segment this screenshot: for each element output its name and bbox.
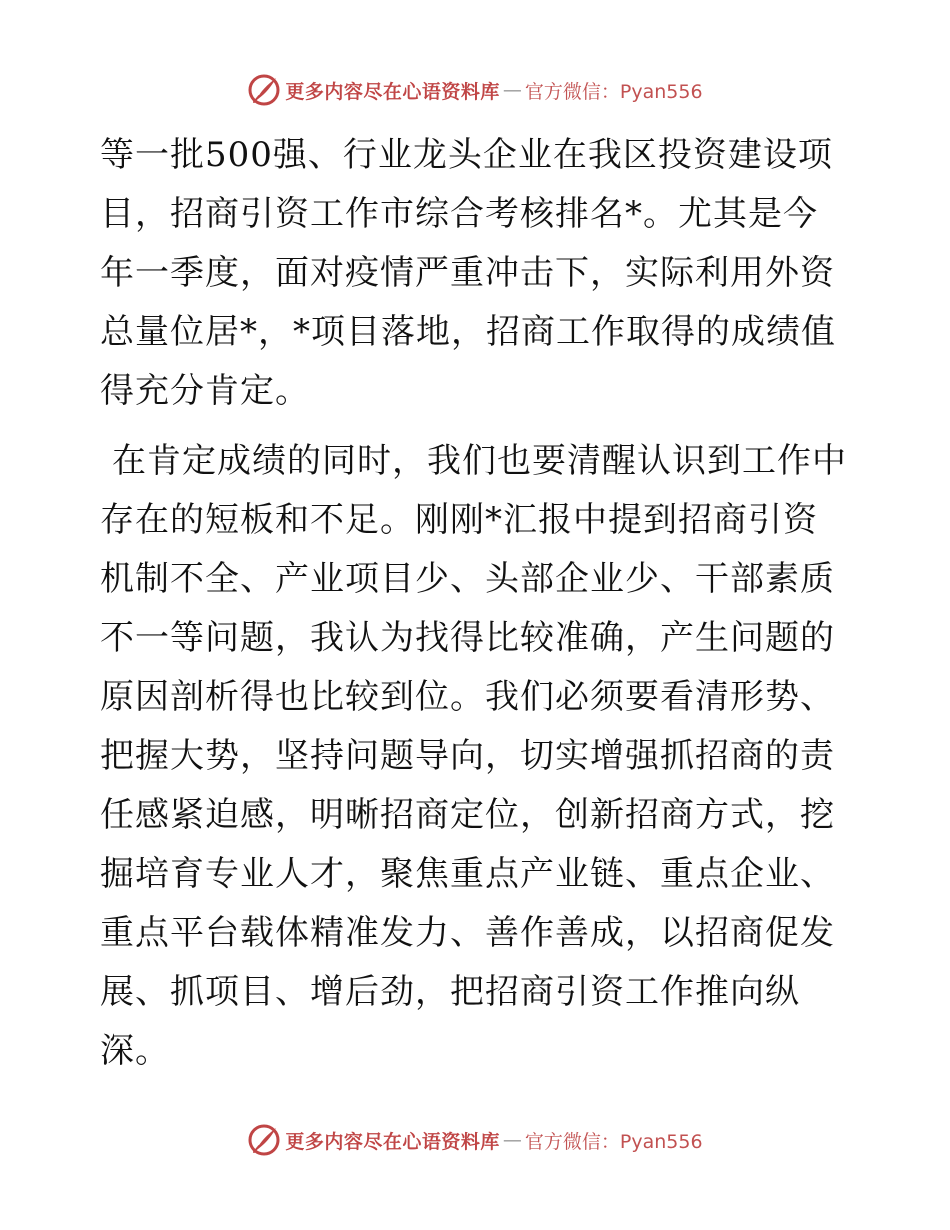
footer-watermark [0, 1120, 950, 1160]
watermark-wechat-text: 官方微信：Pyan556 [524, 80, 703, 103]
paragraph-1: 等一批500强、行业龙头企业在我区投资建设项目，招商引资工作市综合考核排名*。尤其是今年一季度，面对疫情严重冲击下，实际利用外资总量位居*，*项目落地，招商工作取得的成绩值得充分肯定。 [100, 135, 836, 411]
paragraph-2: 在肯定成绩的同时，我们也要清醒认识到工作中存在的短板和不足。刚刚*汇报中提到招商引资机制不全、产业项目少、头部企业少、干部素质不一等问题，我认为找得比较准确，产生问题的原因剖析得也比较到位。我们必须要看清形势、把握大势，坚持问题导向，切实增强抓招商的责任感紧迫感，明晰招商定位，创新招商方式，挖掘培育专业人才，聚焦重点产业链、重点企业、重点平台载体精准发力、善作善成，以招商促发展、抓项目、增后劲，把招商引资工作推向纵深。 [100, 441, 847, 1071]
feather-logo-icon [247, 1123, 281, 1157]
watermark-lead-text: 更多内容尽在心语资料库 [285, 1130, 500, 1153]
watermark-wechat-text: 官方微信：Pyan556 [524, 1130, 703, 1153]
watermark-separator: — [502, 1129, 522, 1151]
watermark-lead-text: 更多内容尽在心语资料库 [285, 80, 500, 103]
watermark-separator: — [502, 79, 522, 101]
header-watermark [0, 70, 950, 110]
feather-logo-icon [247, 73, 281, 107]
document-body [100, 126, 850, 1081]
